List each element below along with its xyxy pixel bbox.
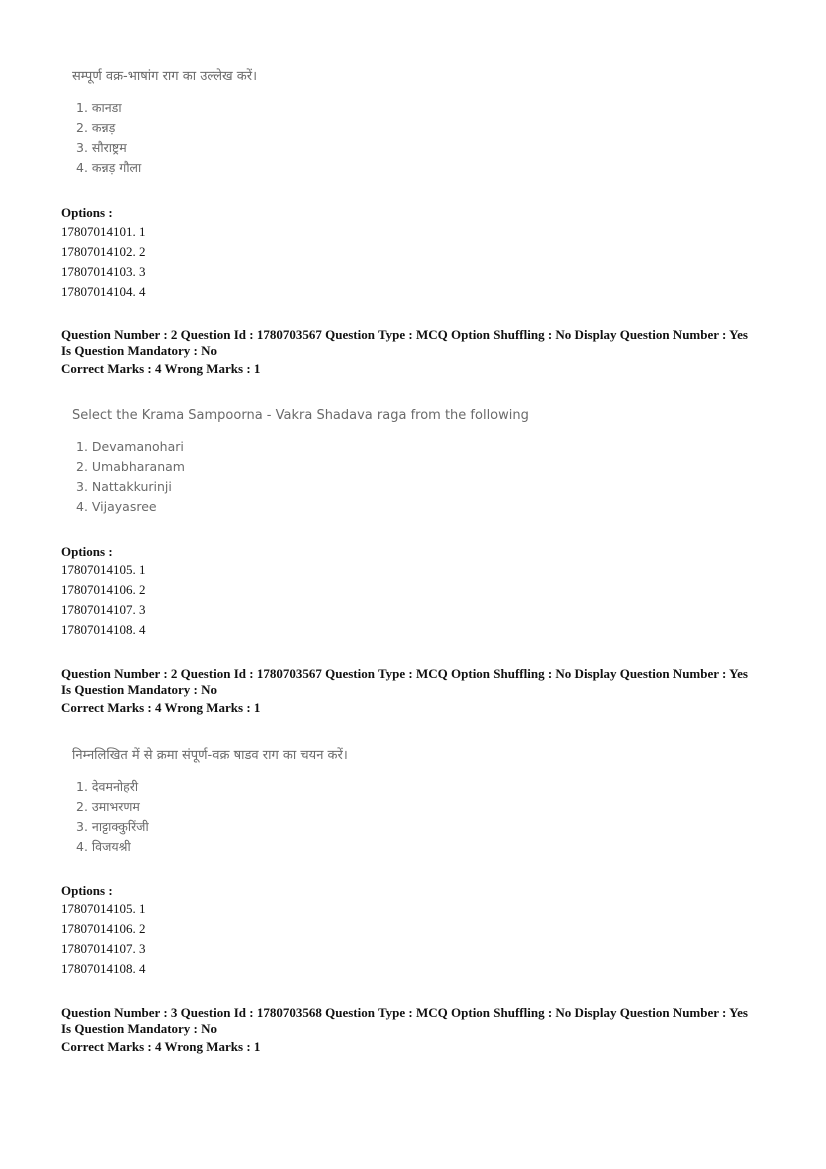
choice-item: 3. नाट्टाक्कुरिंजी	[76, 819, 149, 834]
question-meta-line: Is Question Mandatory : No	[61, 682, 218, 697]
question-image	[72, 745, 348, 857]
choice-item: 3. Nattakkurinji	[76, 479, 172, 494]
option-item: 17807014107. 3	[61, 941, 146, 956]
question-meta-line: Question Number : 2 Question Id : 1780703567 Question Type : MCQ Option Shuffling : No Display Question Number : Yes	[61, 666, 748, 681]
question-image	[72, 408, 529, 517]
options-heading: Options :	[61, 883, 113, 898]
option-item: 17807014104. 4	[61, 284, 146, 299]
question-meta-line: Is Question Mandatory : No	[61, 343, 218, 358]
choice-item: 2. कन्नड़	[76, 120, 116, 135]
question-text: निम्नलिखित में से क्रमा संपूर्ण-वक्र षाडव राग का चयन करें।	[72, 748, 348, 763]
choice-item: 2. Umabharanam	[76, 459, 185, 474]
options-list	[61, 222, 146, 302]
choice-item: 3. सौराष्ट्रम	[76, 140, 127, 155]
option-item: 17807014101. 1	[61, 224, 146, 239]
choice-item: 1. देवमनोहरी	[76, 779, 139, 794]
options-list	[61, 899, 146, 979]
choice-item: 4. विजयश्री	[76, 839, 131, 854]
question-meta	[61, 1005, 781, 1055]
choice-item: 1. Devamanohari	[76, 439, 184, 454]
question-meta-line: Question Number : 3 Question Id : 1780703568 Question Type : MCQ Option Shuffling : No Display Question Number : Yes	[61, 1005, 748, 1020]
option-item: 17807014105. 1	[61, 562, 146, 577]
question-text: Select the Krama Sampoorna - Vakra Shadava raga from the following	[72, 408, 529, 423]
question-marks: Correct Marks : 4 Wrong Marks : 1	[61, 700, 261, 715]
options-list	[61, 560, 146, 640]
option-item: 17807014108. 4	[61, 961, 146, 976]
option-item: 17807014103. 3	[61, 264, 146, 279]
choice-list	[72, 777, 348, 857]
choice-item: 4. Vijayasree	[76, 499, 157, 514]
option-item: 17807014106. 2	[61, 921, 146, 936]
question-marks: Correct Marks : 4 Wrong Marks : 1	[61, 1039, 261, 1054]
option-item: 17807014106. 2	[61, 582, 146, 597]
choice-list	[72, 437, 529, 517]
question-image	[72, 66, 257, 178]
choice-item: 2. उमाभरणम	[76, 799, 140, 814]
choice-item: 1. कानडा	[76, 100, 122, 115]
choice-item: 4. कन्नड़ गौला	[76, 160, 142, 175]
option-item: 17807014108. 4	[61, 622, 146, 637]
question-meta-line: Question Number : 2 Question Id : 1780703567 Question Type : MCQ Option Shuffling : No Display Question Number : Yes	[61, 327, 748, 342]
question-meta	[61, 666, 781, 716]
choice-list	[72, 98, 257, 178]
option-item: 17807014102. 2	[61, 244, 146, 259]
question-text: सम्पूर्ण वक्र-भाषांग राग का उल्लेख करें।	[72, 69, 258, 84]
option-item: 17807014105. 1	[61, 901, 146, 916]
options-heading: Options :	[61, 205, 113, 220]
question-meta-line: Is Question Mandatory : No	[61, 1021, 218, 1036]
options-heading: Options :	[61, 544, 113, 559]
question-marks: Correct Marks : 4 Wrong Marks : 1	[61, 361, 261, 376]
option-item: 17807014107. 3	[61, 602, 146, 617]
question-meta	[61, 327, 781, 377]
